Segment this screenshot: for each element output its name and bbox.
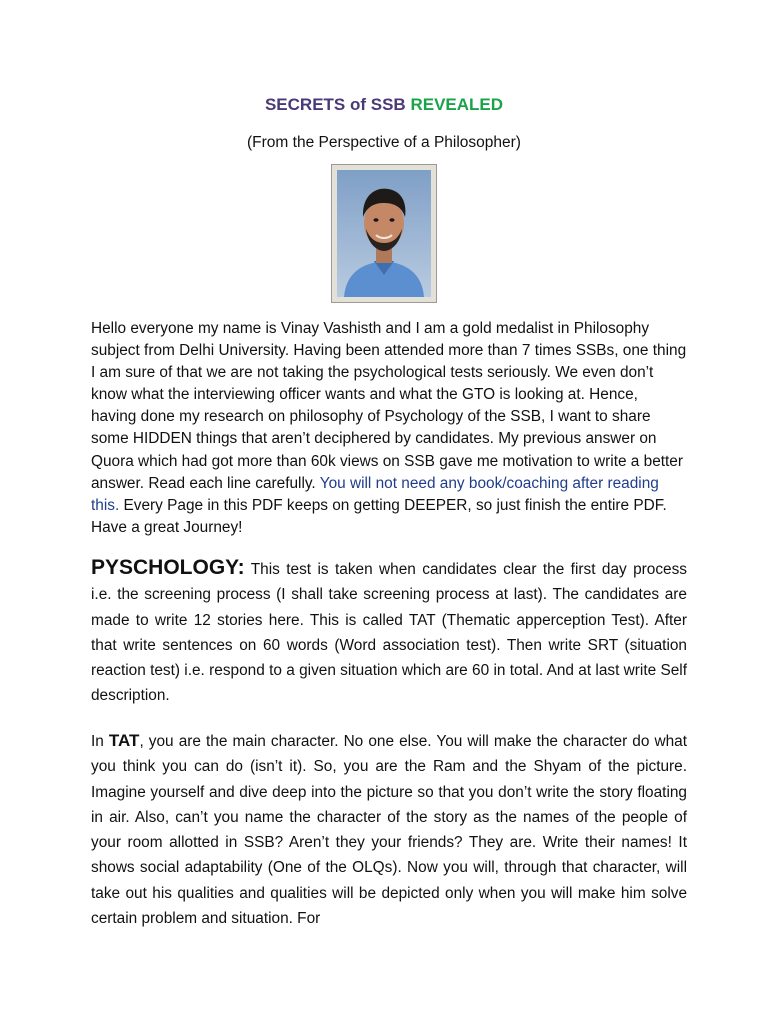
title-part-1: SECRETS of SSB [264, 95, 406, 114]
tat-keyword: TAT [108, 731, 140, 750]
tat-prefix: In [91, 733, 104, 750]
intro-paragraph [91, 318, 687, 539]
author-portrait-photo [331, 164, 437, 303]
intro-end: Every Page in this PDF keeps on getting DEEPER, so just finish the entire PDF. Have a great Journey! [91, 496, 667, 536]
intro-text: Hello everyone my name is Vinay Vashisth and I am a gold medalist in Philosophy subject from Delhi University. Having been attended more than 7 times SSBs, one thing I am sure of that we are not taking the psychological tests seriously. We even don’t know what the interviewing officer wants and what the GTO is looking at. Hence, having done my research on philosophy of Psychology of the SSB, I want to share some HIDDEN things that aren’t deciphered by candidates. My previous answer on Quora which had got more than 60k views on SSB gave me motivation to write a better answer. Read each line carefully. [91, 320, 687, 492]
psychology-text: This test is taken when candidates clear the first day process i.e. the screening process (I shall take screening process at last). The candidates are made to write 12 stories here. This is called TAT (Thematic apperception Test). After that write sentences on 60 words (Word association test). Then write SRT (situation reaction test) i.e. respond to a given situation which are 60 in total. And at last write Self description. [91, 561, 687, 705]
psychology-heading: PYSCHOLOGY: [91, 556, 245, 579]
tat-paragraph [91, 728, 687, 931]
tat-text: , you are the main character. No one else. You will make the character do what you think you can do (isn’t it). So, you are the Ram and the Shyam of the picture. Imagine yourself and dive deep into the picture so that you don’t write the story floating in air. Also, can’t you name the character of the story as the names of the people of your room allotted in SSB? Aren’t they your friends? They are. Write their names! It shows social adaptability (One of the OLQs). Now you will, through that character, will take out his qualities and qualities will be depicted only when you will make him solve certain problem and situation. For [91, 733, 687, 928]
document-title [0, 95, 768, 115]
document-subtitle: (From the Perspective of a Philosopher) [247, 134, 521, 151]
title-part-2: REVEALED [410, 95, 504, 114]
intro-highlight: You will not need any book/coaching after reading this. [91, 474, 659, 514]
psychology-paragraph [91, 555, 687, 709]
author-portrait-icon [332, 165, 436, 302]
